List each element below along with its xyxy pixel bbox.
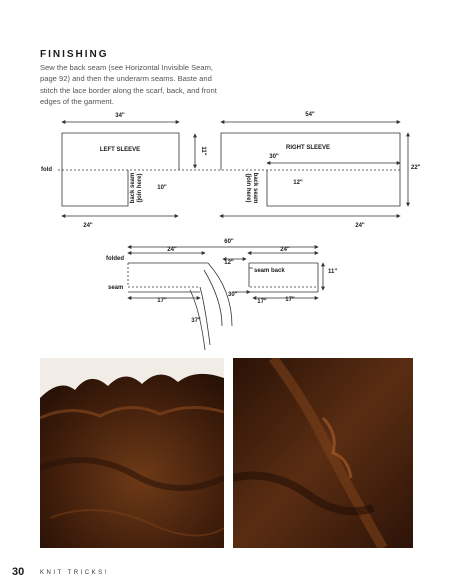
dim-17-b-label: 17" — [257, 299, 267, 305]
dim-24-right-label: 24" — [355, 223, 365, 229]
dim-30-label: 30" — [269, 154, 279, 160]
dim-11-bottom-label: 11" — [328, 269, 338, 275]
right-sleeve-label: RIGHT SLEEVE — [285, 145, 331, 151]
dim-24-b-label: 24" — [280, 247, 290, 253]
dim-30-bottom-label: 30" — [228, 292, 238, 298]
dim-60-label: 60" — [224, 239, 234, 245]
dim-10-label: 10" — [157, 185, 167, 191]
back-seam-right-sub: (join here) — [245, 173, 251, 203]
dim-37-label: 37" — [191, 318, 201, 324]
dim-54-label: 54" — [305, 112, 315, 118]
folded-label: folded — [106, 256, 124, 262]
seam-back-label: seam back — [254, 268, 285, 274]
dim-12-label: 12" — [293, 180, 303, 186]
page-number: 30 — [12, 566, 25, 578]
back-seam-left-label: back seam — [130, 172, 136, 204]
dim-22-label: 22" — [411, 165, 421, 171]
dim-17-a-label: 17" — [157, 298, 167, 304]
fold-label: fold — [41, 167, 52, 173]
finishing-paragraph: Sew the back seam (see Horizontal Invisible Seam, page 92) and then the underarm seams. Baste and stitch the lace border along the scarf, back, and front edges of the garment. — [40, 63, 217, 107]
back-seam-left-sub: (join here) — [137, 173, 143, 203]
seam-label: seam — [108, 285, 124, 291]
dim-17-c-label: 17" — [285, 297, 295, 303]
section-heading: FINISHING — [40, 49, 109, 60]
lace-border-photo — [40, 358, 224, 548]
left-sleeve-label: LEFT SLEEVE — [99, 147, 141, 153]
dim-12-bottom-label: 12" — [224, 260, 234, 266]
back-seam-right-label: back seam — [252, 172, 258, 204]
dim-34-label: 34" — [115, 113, 125, 119]
dim-11-label: 11" — [200, 146, 206, 156]
running-title: KNIT TRICKS! — [40, 570, 109, 576]
lace-detail-photo — [233, 358, 413, 548]
dim-24-left-label: 24" — [83, 223, 93, 229]
dim-24-a-label: 24" — [167, 247, 177, 253]
